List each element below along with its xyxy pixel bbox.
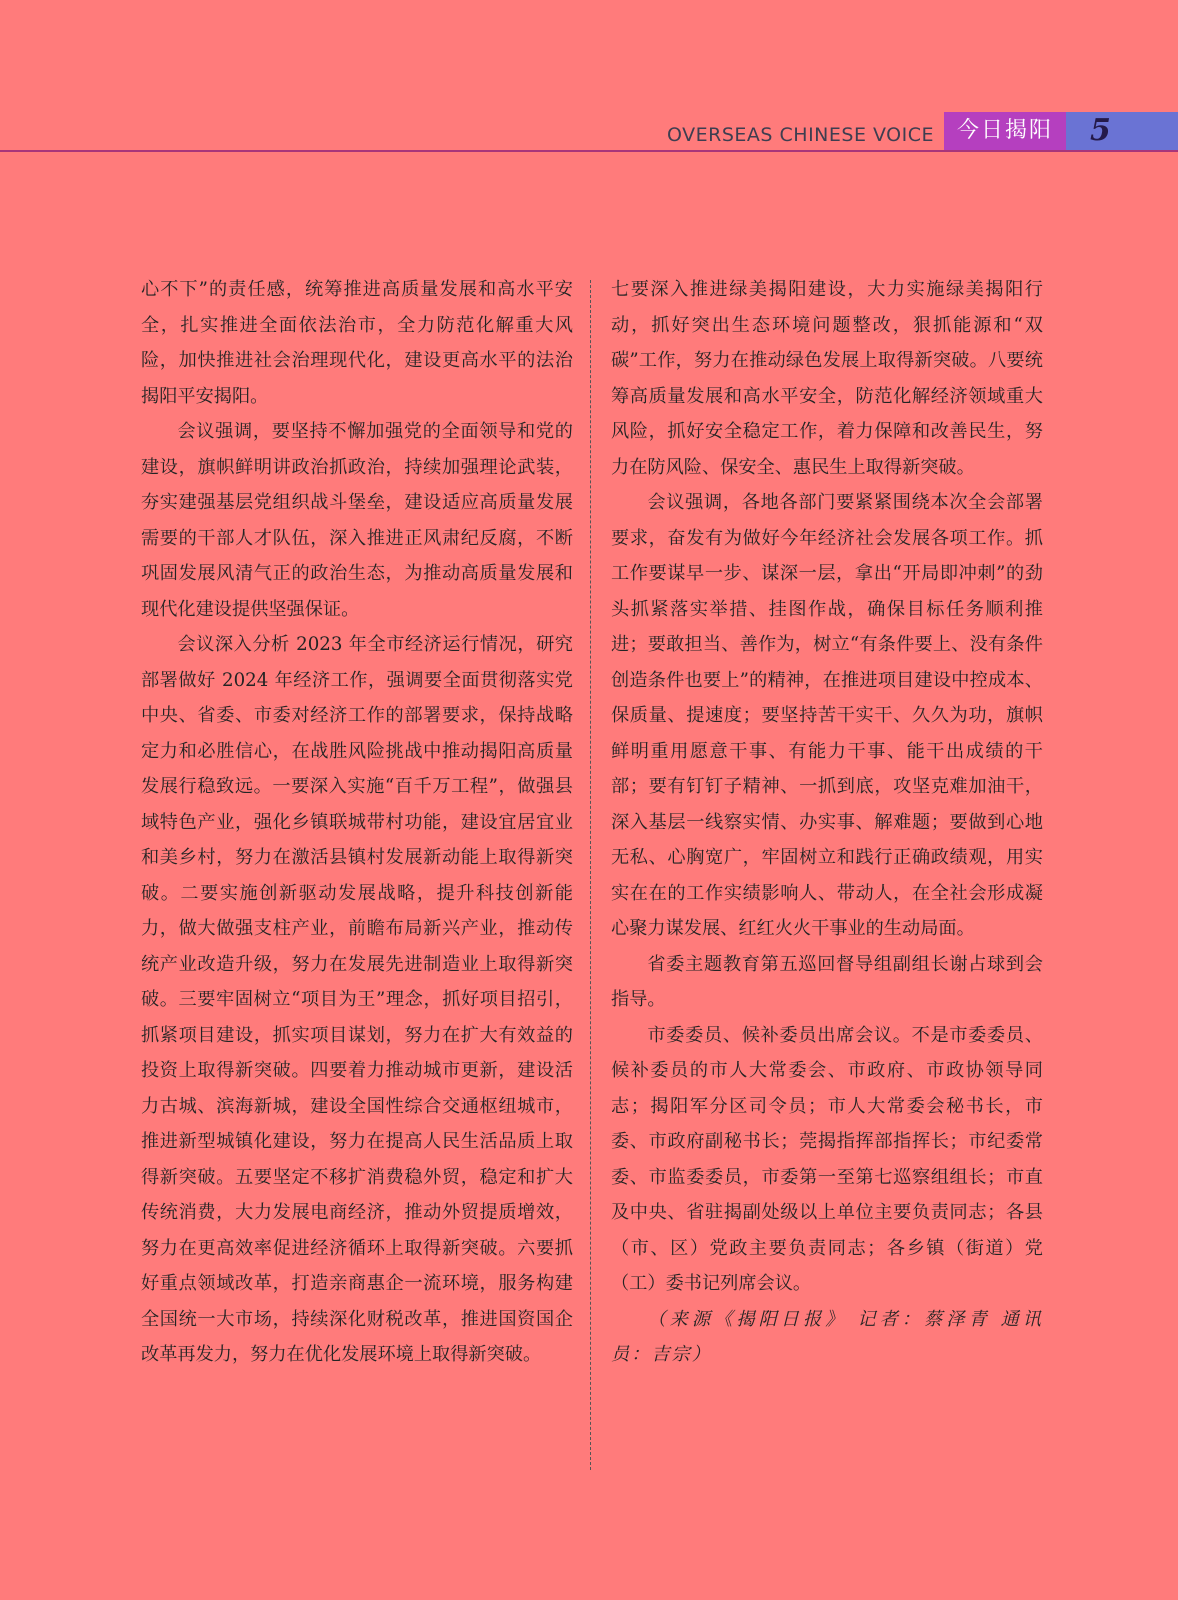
paragraph-continued: 心不下”的责任感，统筹推进高质量发展和高水平安全，扎实推进全面依法治市，全力防范化解重大风险，加快推进社会治理现代化，建设更高水平的法治揭阳平安揭阳。: [141, 279, 573, 407]
paragraph: 会议深入分析 2023 年全市经济运行情况，研究部署做好 2024 年经济工作，强调要全面贯彻落实党中央、省委、市委对经济工作的部署要求，保持战略定力和必胜信心，在战胜风险挑战中推动揭阳高质量发展行稳致远。一要深入实施“百千万工程”，做强县域特色产业，强化乡镇联城带村功能，建设宜居宜业和美乡村，努力在激活县镇村发展新动能上取得新突破。二要实施创新驱动发展战略，提升科技创新能力，做大做强支柱产业，前瞻布局新兴产业，推动传统产业改造升级，努力在发展先进制造业上取得新突破。三要牢固树立“项目为王”理念，抓好项目招引，抓紧项目建设，抓实项目谋划，努力在扩大有效益的投资上取得新突破。四要着力推动城市更新，建设活力古城、滨海新城，建设全国性综合交通枢纽城市，推进新型城镇化建设，努力在提高人民生活品质上取得新突破。五要坚定不移扩消费稳外贸，稳定和扩大传统消费，大力发展电商经济，推动外贸提质增效，努力在更高效率促进经济循环上取得新突破。六要抓好重点领域改革，打造亲商惠企一流环境，服务构建全国统一大市场，持续深化财税改革，推进国资国企改革再发力，努力在优化发展环境上取得新突破。: [141, 634, 573, 1365]
paragraph-continued: 七要深入推进绿美揭阳建设，大力实施绿美揭阳行动，抓好突出生态环境问题整改，狠抓能源和“双碳”工作，努力在推动绿色发展上取得新突破。八要统筹高质量发展和高水平安全，防范化解经济领域重大风险，抓好安全稳定工作，着力保障和改善民生，努力在防风险、保安全、惠民生上取得新突破。: [611, 279, 1043, 478]
page-header: [0, 112, 1178, 152]
page-number: 5: [1066, 112, 1178, 150]
paragraph: 市委委员、候补委员出席会议。不是市委委员、候补委员的市人大常委会、市政府、市政协领导同志；揭阳军分区司令员；市人大常委会秘书长，市委、市政府副秘书长；莞揭指挥部指挥长；市纪委常委、市监委委员，市委第一至第七巡察组组长；市直及中央、省驻揭副处级以上单位主要负责同志；各县（市、区）党政主要负责同志；各乡镇（街道）党（工）委书记列席会议。: [611, 1024, 1043, 1294]
paragraph: 会议强调，各地各部门要紧紧围绕本次全会部署要求，奋发有为做好今年经济社会发展各项工作。抓工作要谋早一步、谋深一层，拿出“开局即冲刺”的劲头抓紧落实举措、挂图作战，确保目标任务顺利推进；要敢担当、善作为，树立“有条件要上、没有条件创造条件也要上”的精神，在推进项目建设中控成本、保质量、提速度；要坚持苦干实干、久久为功，旗帜鲜明重用愿意干事、有能力干事、能干出成绩的干部；要有钉钉子精神、一抓到底，攻坚克难加油干，深入基层一线察实情、办实事、解难题；要做到心地无私、心胸宽广，牢固树立和践行正确政绩观，用实实在在的工作实绩影响人、带动人，在全社会形成凝心聚力谋发展、红红火火干事业的生动局面。: [611, 492, 1043, 939]
header-rule: [0, 150, 1178, 152]
left-column: [141, 272, 573, 1373]
section-tag: 今日揭阳: [944, 112, 1066, 150]
source-credit: （来源《揭阳日报》 记者：蔡泽青 通讯员：吉宗）: [611, 1308, 1043, 1365]
paragraph: 省委主题教育第五巡回督导组副组长谢占球到会指导。: [611, 953, 1043, 1010]
magazine-english-title: OVERSEAS CHINESE VOICE: [667, 124, 934, 146]
right-column: [611, 272, 1043, 1373]
paragraph: 会议强调，要坚持不懈加强党的全面领导和党的建设，旗帜鲜明讲政治抓政治，持续加强理论武装，夯实建强基层党组织战斗堡垒，建设适应高质量发展需要的干部人才队伍，深入推进正风肃纪反腐，不断巩固发展风清气正的政治生态，为推动高质量发展和现代化建设提供坚强保证。: [141, 421, 573, 620]
column-divider: [590, 280, 591, 1470]
